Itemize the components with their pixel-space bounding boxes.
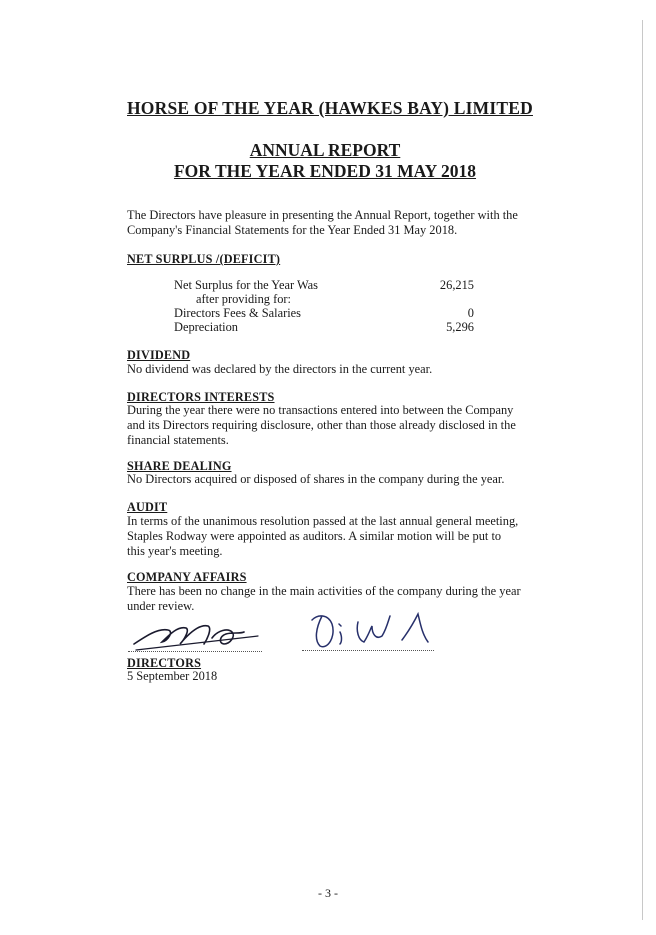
- audit-text: In terms of the unanimous resolution passed at the last annual general meeting, Staples Rodway were appointed as auditors. A similar motion will be put to this year's meeting.: [127, 514, 519, 558]
- report-title-line1: ANNUAL REPORT: [249, 140, 401, 160]
- share-dealing-text: No Directors acquired or disposed of shares in the company during the year.: [127, 472, 505, 486]
- report-title-line2: FOR THE YEAR ENDED 31 MAY 2018: [173, 161, 477, 181]
- share-dealing-heading: SHARE DEALING: [127, 459, 232, 473]
- financial-row-value: 5,296: [446, 320, 474, 334]
- directors-interests-heading: DIRECTORS INTERESTS: [127, 390, 275, 404]
- page-number: - 3 -: [318, 886, 338, 900]
- financial-row-label: Directors Fees & Salaries: [174, 306, 301, 320]
- financial-row-value: 0: [467, 306, 474, 320]
- financial-row-label: after providing for:: [196, 292, 291, 306]
- net-surplus-heading: NET SURPLUS /(DEFICIT): [127, 252, 281, 266]
- directors-interests-text: During the year there were no transactions entered into between the Company and its Directors requiring disclosure, other than those already disclosed in the financial statements.: [127, 403, 516, 447]
- financial-row-label: Depreciation: [174, 320, 238, 334]
- director-signature-2: [306, 606, 446, 654]
- directors-label: DIRECTORS: [127, 656, 202, 670]
- intro-paragraph: The Directors have pleasure in presenting the Annual Report, together with the Company's Financial Statements for the Year Ended 31 May 2018.: [127, 208, 518, 237]
- dividend-heading: DIVIDEND: [127, 348, 191, 362]
- company-affairs-heading: COMPANY AFFAIRS: [127, 570, 247, 584]
- signature-line-1: [128, 651, 262, 652]
- financial-row-value: 26,215: [439, 278, 474, 292]
- company-affairs-text: There has been no change in the main activities of the company during the year under review.: [127, 584, 521, 613]
- company-name: HORSE OF THE YEAR (HAWKES BAY) LIMITED: [127, 98, 533, 118]
- signature-date: 5 September 2018: [127, 669, 218, 683]
- scan-edge-line: [642, 20, 643, 920]
- director-signature-1: [128, 612, 268, 654]
- audit-heading: AUDIT: [127, 500, 168, 514]
- financial-row-label: Net Surplus for the Year Was: [174, 278, 319, 292]
- signature-line-2: [302, 650, 434, 651]
- dividend-text: No dividend was declared by the directors in the current year.: [127, 362, 433, 376]
